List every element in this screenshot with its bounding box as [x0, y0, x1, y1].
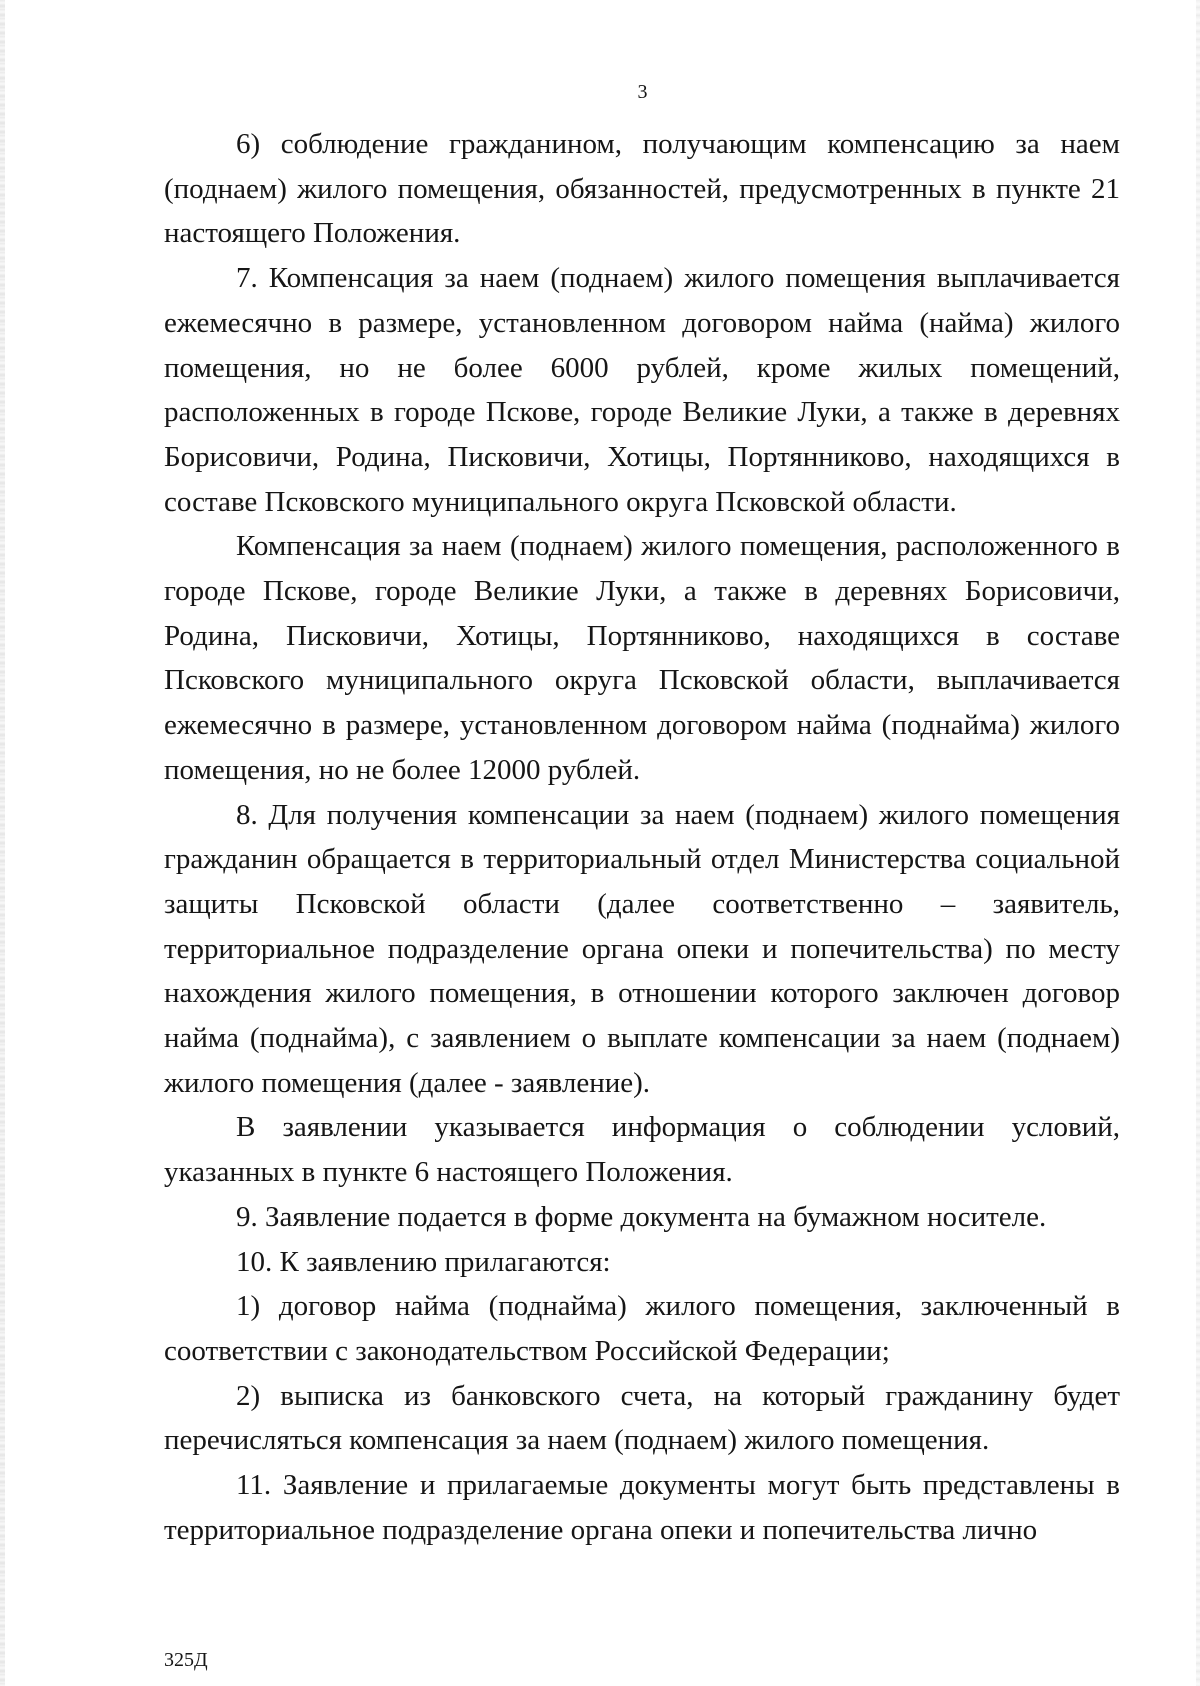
scan-edge-right: [1196, 0, 1200, 1686]
document-code: 325Д: [164, 1649, 208, 1671]
paragraph-10-item-2: 2) выписка из банковского счета, на который гражданину будет перечисляться компенсация за наем (поднаем) жилого помещения.: [164, 1379, 1120, 1457]
page-number: 3: [637, 81, 648, 103]
paragraph-6-item: 6) соблюдение гражданином, получающим компенсацию за наем (поднаем) жилого помещения, обязанностей, предусмотренных в пункте 21 настоящего Положения.: [164, 128, 1120, 250]
scan-edge-left: [0, 0, 5, 1686]
paragraph-7-continuation: Компенсация за наем (поднаем) жилого помещения, расположенного в городе Пскове, городе Великие Луки, а также в деревнях Борисовичи, Родина, Писковичи, Хотицы, Портянниково, находящихся в составе Псковского муниципального округа Псковской области, выплачивается ежемесячно в размере, установленном договором найма (поднайма) жилого помещения, но не более 12000 рублей.: [164, 530, 1120, 786]
paragraph-11: 11. Заявление и прилагаемые документы могут быть представлены в территориальное подразделение органа опеки и попечительства лично: [164, 1469, 1120, 1546]
paragraph-9: 9. Заявление подается в форме документа на бумажном носителе.: [236, 1200, 1047, 1233]
paragraph-10-item-1: 1) договор найма (поднайма) жилого помещения, заключенный в соответствии с законодательством Российской Федерации;: [164, 1290, 1120, 1367]
paragraph-8-continuation: В заявлении указывается информация о соблюдении условий, указанных в пункте 6 настоящего Положения.: [164, 1111, 1120, 1189]
paragraph-10: 10. К заявлению прилагаются:: [236, 1245, 611, 1278]
paragraph-7: 7. Компенсация за наем (поднаем) жилого помещения выплачивается ежемесячно в размере, установленном договором найма (найма) жилого помещения, но не более 6000 рублей, кроме жилых помещений, расположенных в городе Пскове, городе Великие Луки, а также в деревнях Борисовичи, Родина, Писковичи, Хотицы, Портянниково, находящихся в составе Псковского муниципального округа Псковской области.: [164, 262, 1120, 518]
document-body: [164, 122, 1120, 1553]
paragraph-8: 8. Для получения компенсации за наем (поднаем) жилого помещения гражданин обращается в территориальный отдел Министерства социальной защиты Псковской области (далее соответственно – заявитель, территориальное подразделение органа опеки и попечительства) по месту нахождения жилого помещения, в отношении которого заключен договор найма (поднайма), с заявлением о выплате компенсации за наем (поднаем) жилого помещения (далее - заявление).: [164, 798, 1120, 1099]
